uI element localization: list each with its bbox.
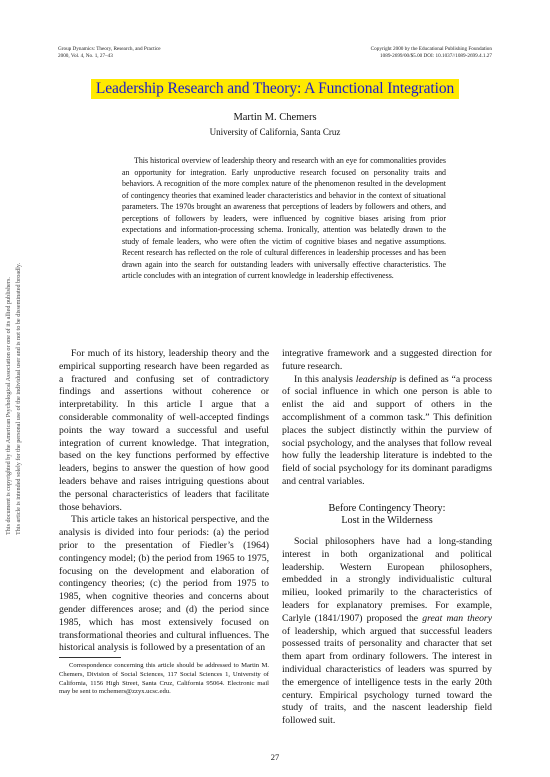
copyright-block xyxy=(371,46,492,59)
author-affiliation: University of California, Santa Cruz xyxy=(209,127,341,137)
paragraph: For much of its history, leadership theory and the empirical supporting research have been regarded as a fractured and confusing set of contradictory findings and assertions without coherence or interpretability. In this article I argue that a considerable commonality of well-accepted findings points the way toward a successful and useful integration of current knowledge. That integration, based on the key functions performed by effective leaders, begins to answer the question of how good leaders behave and raises intriguing questions about the personal characteristics of leaders that facilitate those behaviors. xyxy=(59,348,269,513)
text-run: is defined as “a process of social influence in which one person is able to enlist the aid and support of others in the accomplishment of a common task.” This definition places the subject distinctly within the purview of social psychology, and the analyses that follow reveal how fully the leadership literature is indebted to the field of social psychology for its dominant paradigms and central variables. xyxy=(282,373,492,487)
page-number: 27 xyxy=(270,752,280,762)
side-notice-line-1: This document is copyrighted by the American Psychological Association or one of its allied publishers. xyxy=(5,277,12,535)
paragraph xyxy=(282,374,492,489)
journal-volume: 2000, Vol. 4, No. 1, 27–43 xyxy=(58,52,113,59)
paragraph: This article takes an historical perspective, and the analysis is divided into four periods: (a) the period prior to the presentation of Fiedler’s (1964) contingency model; (b) the period from 1965 to 1975, focusing on the development and elaboration of contingency theories; (c) the period from 1975 to 1985, when cognitive theories and concerns about gender differences arose; and (d) the period since 1985, which has most extensively focused on transformational theories and cultural influences. The historical analysis is followed by a presentation of an xyxy=(59,514,269,654)
emphasis: great man theory xyxy=(422,612,492,624)
correspondence-footnote: Correspondence concerning this article should be addressed to Martin M. Chemers, Division of Social Sciences, 117 Social Sciences 1, University of California, 1156 High Street, Santa Cruz, California 95064. Electronic mail may be sent to mchemers@zzyx.ucsc.edu. xyxy=(59,662,269,696)
right-column xyxy=(282,348,492,728)
side-notice-line-2: This article is intended solely for the personal use of the individual user and is not to be disseminated broadly. xyxy=(15,262,22,535)
text-run: In this analysis xyxy=(294,373,356,385)
journal-citation xyxy=(58,46,161,59)
text-run: Social philosophers have had a long-standing interest in both organizational and political leadership. Western European philosophers, embedded in a strongly individualistic cultural milieu, looked primarily to the characteristics of leaders for explanatory premises. For example, Carlyle (1841/1907) proposed the xyxy=(282,535,492,624)
section-heading xyxy=(282,503,492,528)
journal-name: Group Dynamics: Theory, Research, and Practice xyxy=(58,46,161,52)
article-title: Leadership Research and Theory: A Functional Integration xyxy=(91,79,459,99)
doi-line: 1089-2699/00/$5.00 DOI: 10.1037//1089-2699.4.1.27 xyxy=(380,52,492,59)
title-wrapper xyxy=(0,79,550,99)
author-name: Martin M. Chemers xyxy=(233,112,317,123)
section-heading-line-2: Lost in the Wilderness xyxy=(341,515,433,527)
paragraph: integrative framework and a suggested direction for future research. xyxy=(282,348,492,372)
emphasis: leadership xyxy=(355,373,397,385)
text-run: of leadership, which argued that successful leaders possessed traits of personality and character that set them apart from ordinary followers. The interest in individual characteristics of leaders was spurred by the emergence of intelligence tests in the early 20th century. Empirical psychology turned toward the study of traits, and the nascent leadership field followed suit. xyxy=(282,625,492,727)
abstract: This historical overview of leadership theory and research with an eye for commonalities provides an opportunity for integration. Early unproductive research focused on personality traits and behaviors. A recognition of the more complex nature of the phenomenon resulted in the development of contingency theories that examined leader characteristics and behavior in the context of situational parameters. The 1970s brought an awareness that perceptions of leaders by followers and others, and perceptions of followers by leaders, were influenced by cognitive biases arising from prior expectations and information-processing schema. Ironically, attention was belatedly drawn to the study of female leaders, who were often the victim of cognitive biases and negative assumptions. Recent research has reflected on the role of cultural differences in leadership processes and has been drawn again into the search for outstanding leaders with universally effective characteristics. The article concludes with an integration of current knowledge in leadership effectiveness. xyxy=(122,156,446,280)
footnote-rule xyxy=(59,657,121,658)
section-heading-line-1: Before Contingency Theory: xyxy=(328,502,446,514)
left-column xyxy=(59,348,269,655)
copyright-side-notice xyxy=(4,262,24,535)
copyright-notice: Copyright 2000 by the Educational Publishing Foundation xyxy=(370,46,492,52)
paragraph xyxy=(282,536,492,728)
